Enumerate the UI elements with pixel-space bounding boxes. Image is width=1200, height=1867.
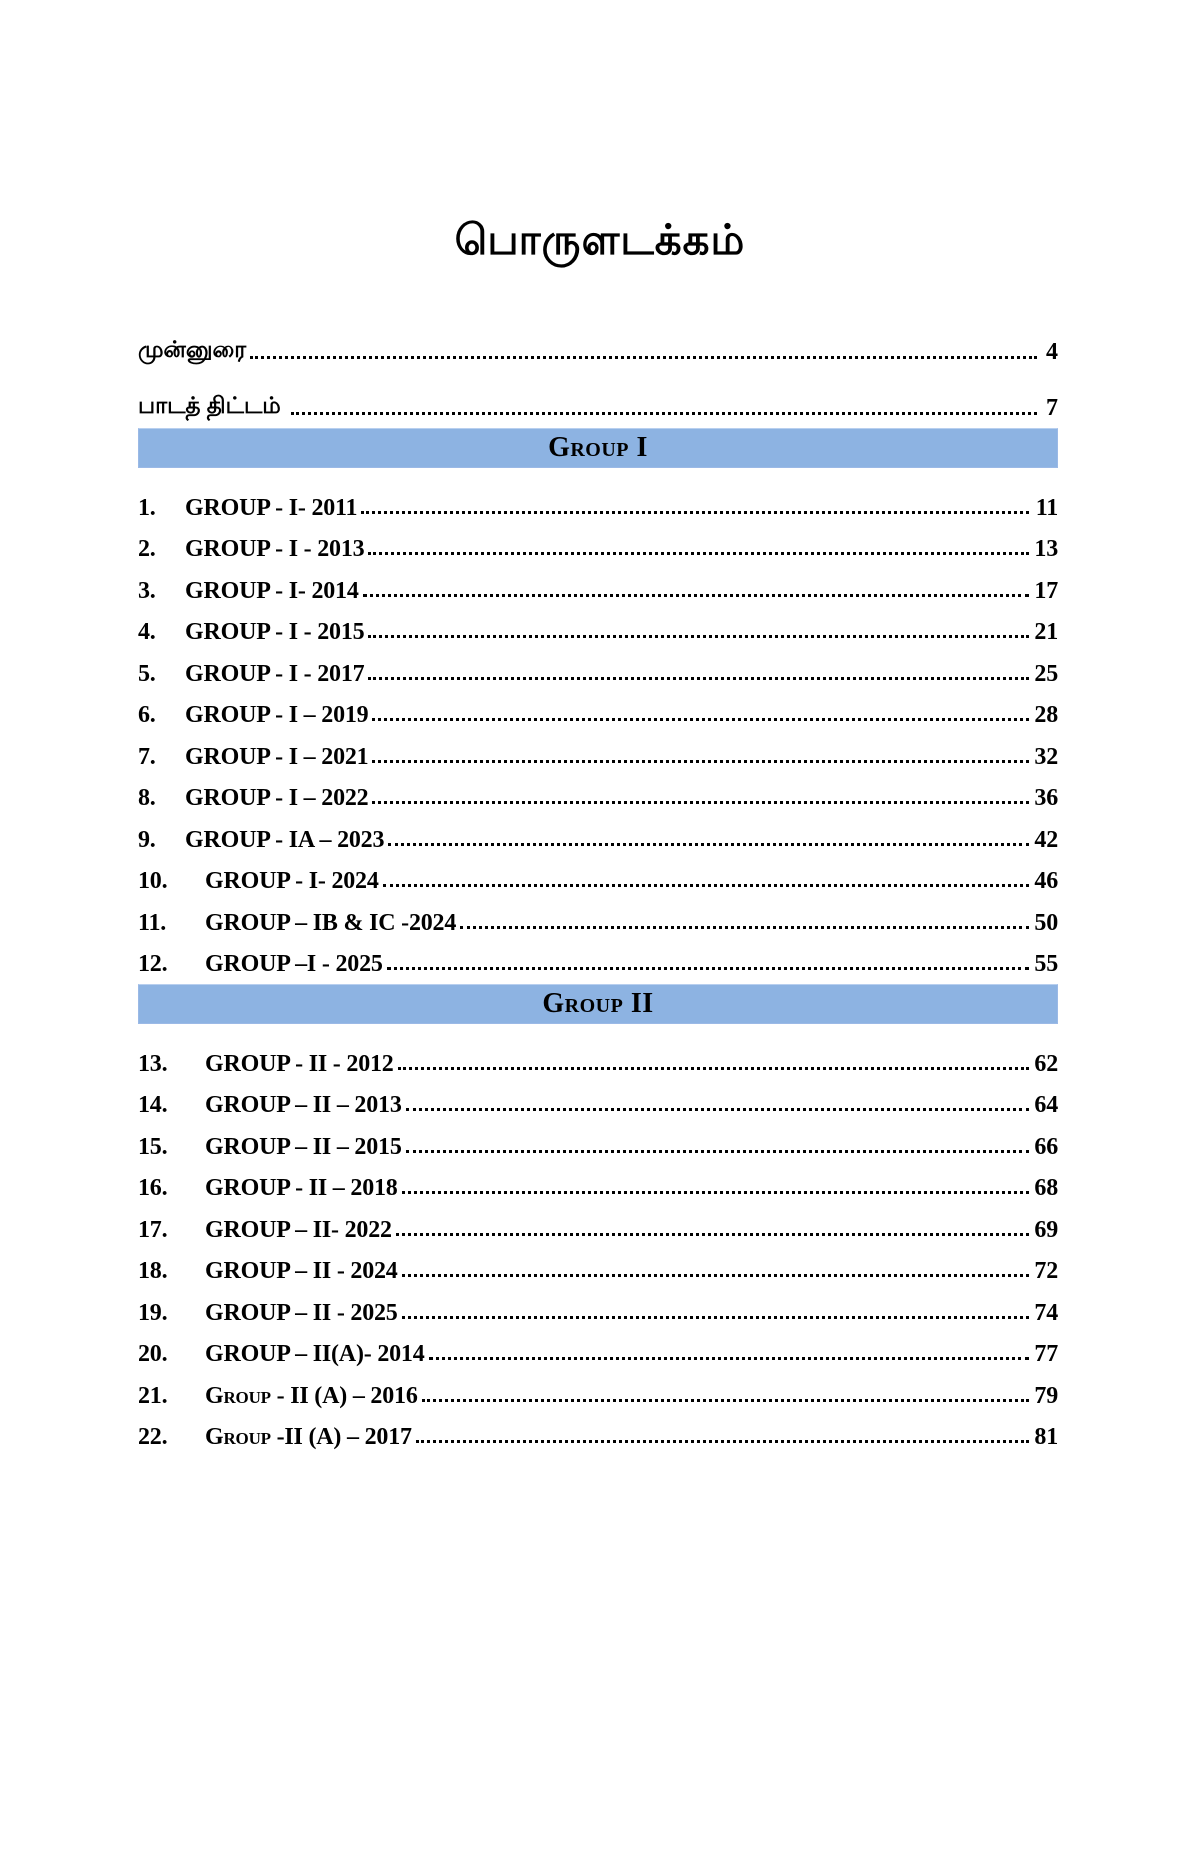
toc-entry-label: GROUP - I – 2019	[185, 702, 369, 728]
toc-front-row	[138, 310, 1058, 366]
toc-entry-page-number: 64	[1034, 1092, 1058, 1118]
toc-entry-number: 13.	[138, 1050, 168, 1077]
dotted-leader	[363, 594, 1029, 597]
toc-entry-row	[138, 1161, 1058, 1203]
toc-entry-page-number: 50	[1034, 909, 1058, 936]
toc-entry-number: 6.	[138, 702, 156, 728]
toc-entry-page-number: 17	[1034, 577, 1058, 604]
toc-entry-row	[138, 1078, 1058, 1120]
toc-entry-page-number: 79	[1034, 1382, 1058, 1409]
toc-entry-number: 15.	[138, 1133, 168, 1160]
toc-entry-page-number: 7	[1046, 395, 1058, 421]
toc-entry-number: 17.	[138, 1216, 168, 1243]
toc-entry-number: 11.	[138, 909, 167, 936]
toc-front-row	[138, 366, 1058, 422]
toc-page	[0, 216, 1200, 1451]
toc-entry-page-number: 68	[1034, 1175, 1058, 1201]
dotted-leader	[372, 760, 1029, 763]
toc-entry-row	[138, 1285, 1058, 1327]
toc-entry-number: 5.	[138, 660, 156, 687]
toc-entry-label: GROUP - I – 2021	[185, 743, 369, 770]
toc-entry-label: GROUP - I- 2024	[205, 868, 379, 894]
toc-entry-page-number: 42	[1034, 826, 1058, 853]
dotted-leader	[460, 926, 1029, 929]
dotted-leader	[388, 843, 1029, 846]
toc-entry-row	[138, 563, 1058, 605]
toc-sections	[138, 428, 1058, 1451]
dotted-leader	[422, 1399, 1029, 1402]
toc-entry-label: GROUP – II - 2024	[205, 1258, 398, 1284]
toc-entry-row	[138, 1327, 1058, 1369]
toc-entry-label: பாடத் திட்டம்	[138, 392, 288, 418]
toc-entry-page-number: 81	[1034, 1424, 1058, 1450]
table-of-contents	[138, 310, 1058, 1451]
toc-entry-number: 22.	[138, 1424, 168, 1450]
toc-entry-number: 16.	[138, 1175, 168, 1201]
toc-entry-label: Group - II (A) – 2016	[205, 1382, 418, 1409]
section-heading-label: Group II	[542, 988, 654, 1019]
toc-entry-number: 8.	[138, 785, 156, 811]
page-title: பொருளடக்கம்	[454, 216, 746, 263]
dotted-leader	[406, 1108, 1029, 1111]
dotted-leader	[368, 677, 1029, 680]
toc-entry-label: GROUP – II – 2013	[205, 1092, 402, 1118]
toc-entry-label: GROUP - I- 2014	[185, 577, 359, 604]
toc-entry-page-number: 62	[1034, 1050, 1058, 1077]
toc-entry-row	[138, 895, 1058, 937]
toc-entry-page-number: 72	[1034, 1258, 1058, 1284]
dotted-leader	[398, 1067, 1029, 1070]
toc-entry-label: GROUP - II – 2018	[205, 1175, 398, 1201]
toc-entry-row	[138, 1244, 1058, 1286]
toc-entry-page-number: 32	[1034, 743, 1058, 770]
toc-entry-label: GROUP - IA – 2023	[185, 826, 385, 853]
toc-entry-label: முன்னுரை	[138, 336, 247, 362]
toc-entry-row	[138, 1119, 1058, 1161]
dotted-leader	[361, 511, 1029, 514]
toc-entry-row	[138, 771, 1058, 813]
toc-section	[138, 428, 1058, 978]
toc-entry-page-number: 28	[1034, 702, 1058, 728]
toc-entry-page-number: 69	[1034, 1216, 1058, 1243]
toc-entry-row	[138, 812, 1058, 854]
toc-entry-label: GROUP - I - 2017	[185, 660, 365, 687]
toc-entry-page-number: 36	[1034, 785, 1058, 811]
toc-entry-number: 21.	[138, 1382, 168, 1409]
toc-entry-number: 1.	[138, 494, 156, 521]
toc-entry-row	[138, 1410, 1058, 1452]
dotted-leader	[387, 967, 1029, 970]
dotted-leader	[368, 635, 1029, 638]
toc-entry-page-number: 46	[1034, 868, 1058, 894]
toc-entry-number: 10.	[138, 868, 168, 894]
front-matter-list	[138, 310, 1058, 422]
toc-entry-label: GROUP - I - 2015	[185, 619, 365, 645]
toc-entry-number: 19.	[138, 1299, 168, 1326]
dotted-leader	[368, 552, 1029, 555]
toc-entry-label: GROUP - II - 2012	[205, 1050, 394, 1077]
toc-entry-row	[138, 480, 1058, 522]
dotted-leader	[402, 1316, 1029, 1319]
toc-entry-page-number: 55	[1034, 951, 1058, 977]
toc-section	[138, 984, 1058, 1451]
toc-entry-row	[138, 1368, 1058, 1410]
section-heading-label: Group I	[548, 432, 648, 463]
toc-entry-page-number: 77	[1034, 1341, 1058, 1367]
section-heading-bar	[138, 428, 1058, 468]
toc-entry-label: GROUP – II- 2022	[205, 1216, 392, 1243]
toc-entry-number: 14.	[138, 1092, 168, 1118]
dotted-leader	[383, 884, 1029, 887]
section-heading-bar	[138, 984, 1058, 1024]
toc-entry-row	[138, 854, 1058, 896]
toc-entry-label: GROUP – II(A)- 2014	[205, 1341, 425, 1367]
toc-entry-page-number: 21	[1034, 619, 1058, 645]
toc-entry-number: 12.	[138, 951, 168, 977]
dotted-leader	[372, 801, 1029, 804]
toc-entry-number: 2.	[138, 536, 156, 562]
toc-entry-row	[138, 729, 1058, 771]
toc-entry-page-number: 11	[1035, 494, 1058, 521]
dotted-leader	[250, 356, 1037, 359]
dotted-leader	[402, 1274, 1029, 1277]
dotted-leader	[416, 1440, 1029, 1443]
toc-entry-row	[138, 1036, 1058, 1078]
toc-entry-number: 20.	[138, 1341, 168, 1367]
toc-entry-label: GROUP - I- 2011	[185, 494, 358, 521]
dotted-leader	[291, 412, 1037, 415]
toc-entry-label: GROUP – IB & IC -2024	[205, 909, 457, 936]
toc-entry-row	[138, 1202, 1058, 1244]
toc-entry-page-number: 66	[1034, 1133, 1058, 1160]
toc-entry-label: GROUP – II - 2025	[205, 1299, 398, 1326]
toc-entry-label: GROUP - I – 2022	[185, 785, 369, 811]
dotted-leader	[372, 718, 1029, 721]
dotted-leader	[396, 1233, 1029, 1236]
toc-entry-number: 9.	[138, 826, 156, 853]
section-entry-list	[138, 480, 1058, 978]
toc-entry-label: GROUP - I - 2013	[185, 536, 365, 562]
toc-entry-row	[138, 522, 1058, 564]
toc-entry-number: 3.	[138, 577, 156, 604]
toc-entry-row	[138, 688, 1058, 730]
toc-entry-label: GROUP –I - 2025	[205, 951, 383, 977]
toc-entry-row	[138, 646, 1058, 688]
toc-entry-page-number: 13	[1034, 536, 1058, 562]
dotted-leader	[406, 1150, 1029, 1153]
toc-entry-number: 7.	[138, 743, 156, 770]
toc-entry-row	[138, 605, 1058, 647]
section-entry-list	[138, 1036, 1058, 1451]
dotted-leader	[402, 1191, 1029, 1194]
toc-entry-label: GROUP – II – 2015	[205, 1133, 402, 1160]
toc-entry-number: 4.	[138, 619, 156, 645]
toc-entry-number: 18.	[138, 1258, 168, 1284]
toc-entry-page-number: 4	[1046, 339, 1058, 365]
dotted-leader	[429, 1357, 1029, 1360]
toc-entry-row	[138, 937, 1058, 979]
toc-entry-page-number: 25	[1034, 660, 1058, 687]
toc-entry-label: Group -II (A) – 2017	[205, 1424, 412, 1450]
toc-entry-page-number: 74	[1034, 1299, 1058, 1326]
